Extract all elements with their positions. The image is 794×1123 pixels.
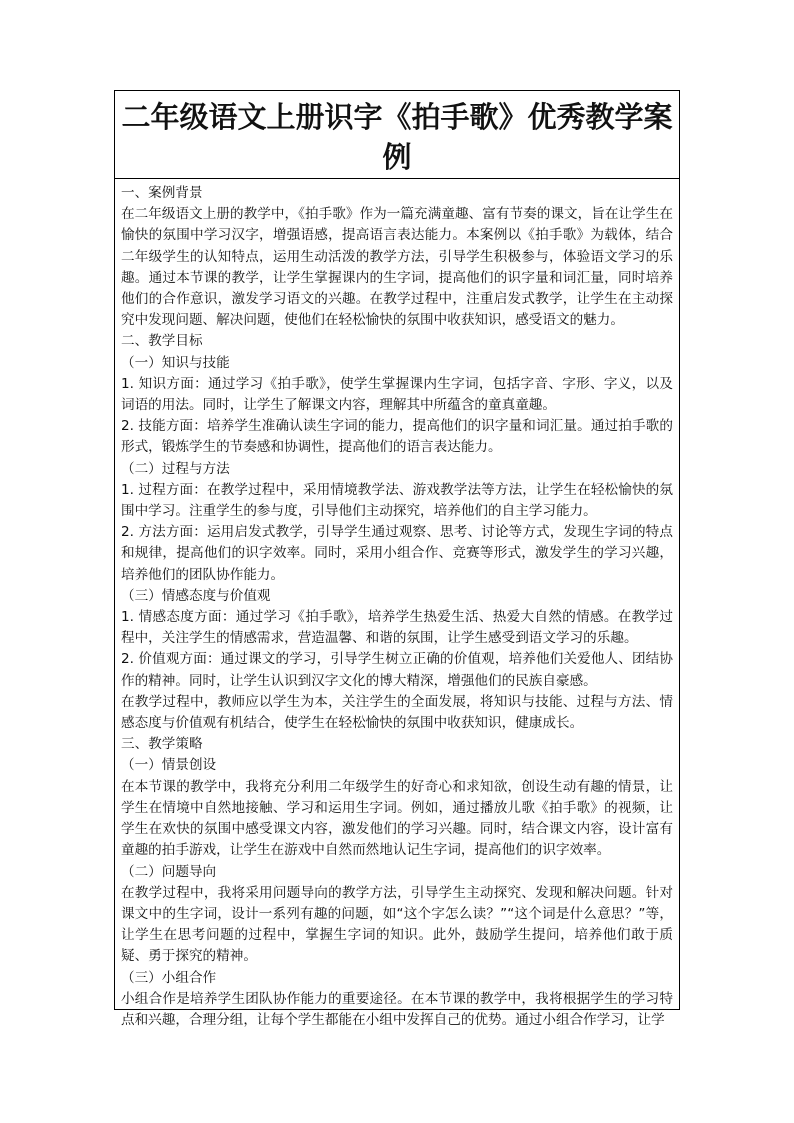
subsection-heading: （三）情感态度与价值观 [121, 587, 271, 604]
paragraph: 2. 方法方面：运用启发式教学，引导学生通过观察、思考、讨论等方式，发现生字词的特点和规律，提高他们的识字效率。同时，采用小组合作、竞赛等形式，激发学生的学习兴趣，培养他们的团队协作能力。 [121, 524, 673, 583]
paragraph: 在教学过程中，教师应以学生为本，关注学生的全面发展，将知识与技能、过程与方法、情感态度与价值观有机结合，使学生在轻松愉快的氛围中收获知识，健康成长。 [121, 693, 673, 732]
section-heading: 三、教学策略 [121, 736, 203, 753]
section-heading: 二、教学目标 [121, 333, 203, 350]
subsection-heading: （二）过程与方法 [121, 460, 230, 477]
paragraph: 在本节课的教学中，我将充分利用二年级学生的好奇心和求知欲，创设生动有趣的情景，让学生在情境中自然地接触、学习和运用生字词。例如，通过播放儿歌《拍手歌》的视频，让学生在欢快的氛围中感受课文内容，激发他们的学习兴趣。同时，结合课文内容，设计富有童趣的拍手游戏，让学生在游戏中自然而然地认记生字词，提高他们的识字效率。 [121, 778, 673, 859]
paragraph: 2. 价值观方面：通过课文的学习，引导学生树立正确的价值观，培养他们关爱他人、团结协作的精神。同时，让学生认识到汉字文化的博大精深，增强他们的民族自豪感。 [121, 651, 673, 689]
paragraph: 在二年级语文上册的教学中，《拍手歌》作为一篇充满童趣、富有节奏的课文，旨在让学生在愉快的氛围中学习汉字，增强语感，提高语言表达能力。本案例以《拍手歌》为载体，结合二年级学生的认知特点，运用生动活泼的教学方法，引导学生积极参与，体验语文学习的乐趣。通过本节课的教学，让学生掌握课内的生字词，提高他们的识字量和词汇量，同时培养他们的合作意识，激发学习语文的兴趣。在教学过程中，注重启发式教学，让学生在主动探究中发现问题、解决问题，使他们在轻松愉快的氛围中收获知识，感受语文的魅力。 [121, 206, 673, 329]
subsection-heading: （三）小组合作 [121, 969, 217, 986]
document-body [115, 179, 679, 1031]
paragraph: 小组合作是培养学生团队协作能力的重要途径。在本节课的教学中，我将根据学生的学习特点和兴趣，合理分组，让每个学生都能在小组中发挥自己的优势。通过小组合作学习，让学 [121, 990, 673, 1028]
subsection-heading: （二）问题导向 [121, 863, 217, 880]
document-frame [114, 90, 680, 1028]
subsection-heading: （一）情景创设 [121, 757, 217, 774]
subsection-heading: （一）知识与技能 [121, 354, 230, 371]
paragraph: 1. 知识方面：通过学习《拍手歌》，使学生掌握课内生字词，包括字音、字形、字义，以及词语的用法。同时，让学生了解课文内容，理解其中所蕴含的童真童趣。 [121, 375, 673, 414]
paragraph: 在教学过程中，我将采用问题导向的教学方法，引导学生主动探究、发现和解决问题。针对课文中的生字词，设计一系列有趣的问题，如“这个字怎么读？”“这个词是什么意思？”等，让学生在思考问题的过程中，掌握生字词的知识。此外，鼓励学生提问，培养他们敢于质疑、勇于探究的精神。 [121, 884, 673, 965]
paragraph: 2. 技能方面：培养学生准确认读生字词的能力，提高他们的识字量和词汇量。通过拍手歌的形式，锻炼学生的节奏感和协调性，提高他们的语言表达能力。 [121, 418, 673, 456]
paragraph: 1. 过程方面：在教学过程中，采用情境教学法、游戏教学法等方法，让学生在轻松愉快的氛围中学习。注重学生的参与度，引导他们主动探究，培养他们的自主学习能力。 [121, 481, 673, 520]
section-heading: 一、案例背景 [121, 185, 203, 201]
document-title: 二年级语文上册识字《拍手歌》优秀教学案例 [115, 91, 679, 179]
paragraph: 1. 情感态度方面：通过学习《拍手歌》，培养学生热爱生活、热爱大自然的情感。在教学过程中，关注学生的情感需求，营造温馨、和谐的氛围，让学生感受到语文学习的乐趣。 [121, 609, 673, 647]
